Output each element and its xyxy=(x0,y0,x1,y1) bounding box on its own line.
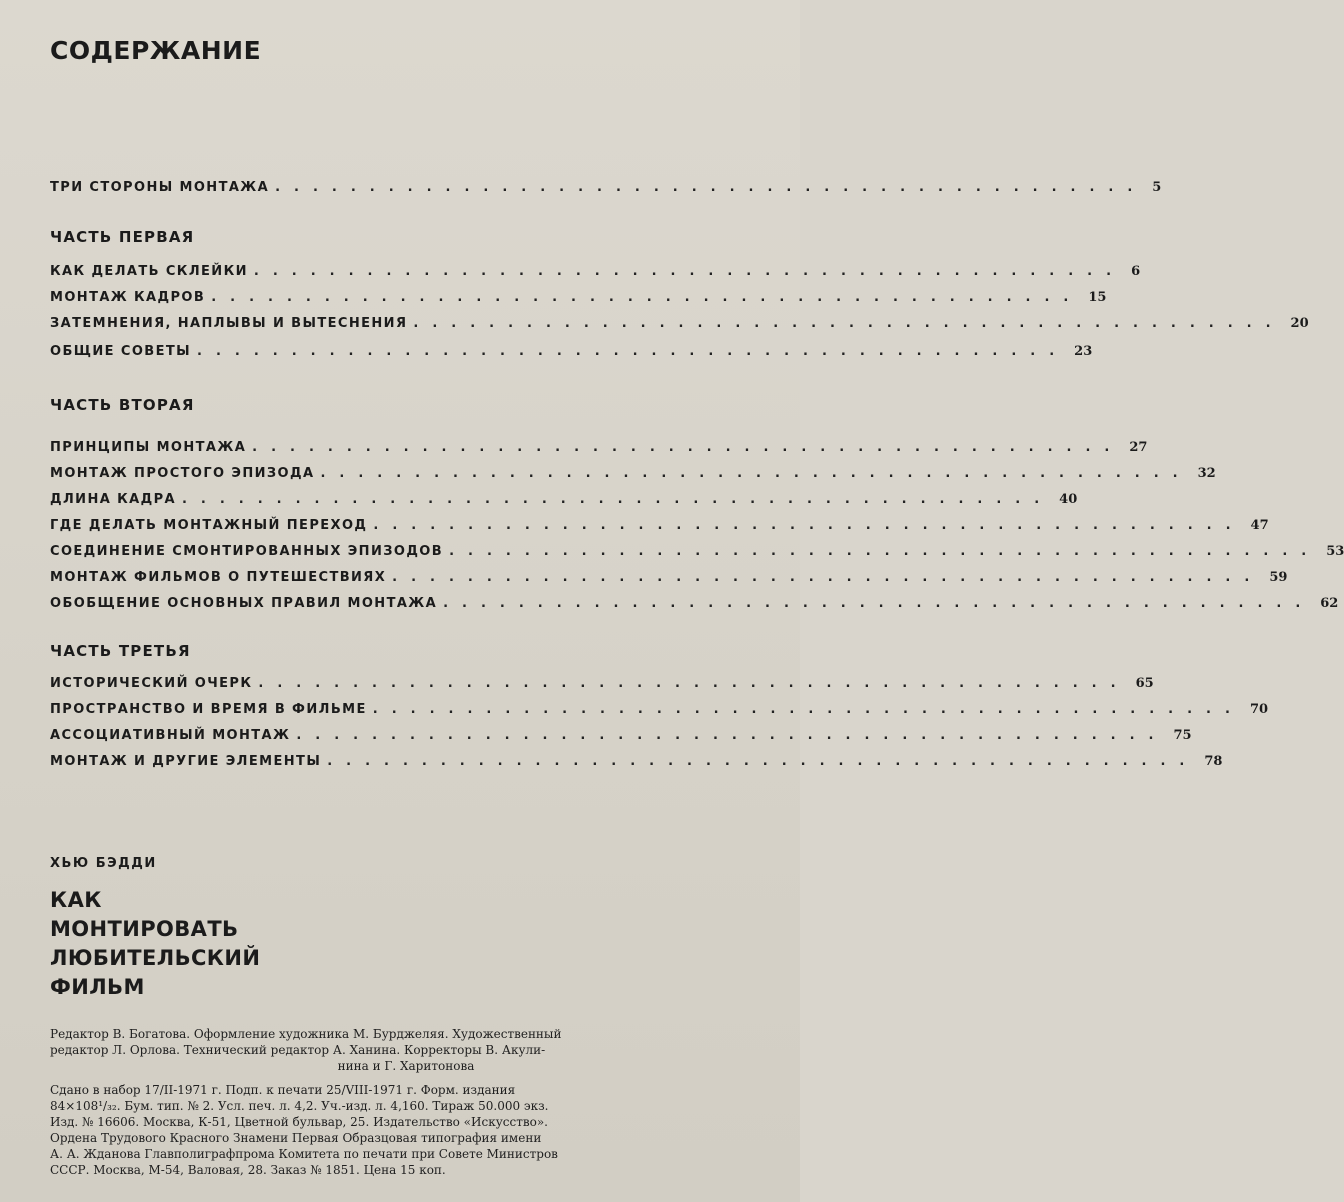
toc-leader-dots: .............................................. xyxy=(253,264,1126,279)
part-heading-3: ЧАСТЬ ТРЕТЬЯ xyxy=(50,642,191,660)
toc-entry-label: КАК ДЕЛАТЬ СКЛЕЙКИ xyxy=(50,264,248,279)
toc-entry-label: ТРИ СТОРОНЫ МОНТАЖА xyxy=(50,180,270,195)
imprint-line: нина и Г. Харитонова xyxy=(337,1059,475,1073)
toc-leader-dots: .............................................. xyxy=(449,544,1321,559)
toc-entry-page: 59 xyxy=(1269,570,1288,585)
toc-entry-label: СОЕДИНЕНИЕ СМОНТИРОВАННЫХ ЭПИЗОДОВ xyxy=(50,544,444,559)
toc-entry-label: ЗАТЕМНЕНИЯ, НАПЛЫВЫ И ВЫТЕСНЕНИЯ xyxy=(50,316,408,331)
toc-entry-page: 47 xyxy=(1250,518,1269,533)
toc-entry[interactable] xyxy=(50,440,1148,464)
toc-entry[interactable] xyxy=(50,518,1269,542)
toc-entry[interactable] xyxy=(50,316,1309,340)
toc-entry-page: 78 xyxy=(1204,754,1223,769)
toc-entry-label: ПРОСТРАНСТВО И ВРЕМЯ В ФИЛЬМЕ xyxy=(50,702,367,717)
book-title-line: ФИЛЬМ xyxy=(50,975,145,999)
toc-leader-dots: .............................................. xyxy=(275,180,1147,195)
toc-leader-dots: .............................................. xyxy=(320,466,1192,481)
toc-leader-dots: .............................................. xyxy=(197,344,1069,359)
imprint-line: Ордена Трудового Красного Знамени Первая Образцовая типография имени xyxy=(50,1131,542,1145)
toc-leader-dots: .............................................. xyxy=(211,290,1083,305)
toc-entry[interactable] xyxy=(50,570,1288,594)
toc-entry-label: ОБОБЩЕНИЕ ОСНОВНЫХ ПРАВИЛ МОНТАЖА xyxy=(50,596,438,611)
toc-entry[interactable] xyxy=(50,596,1339,620)
toc-entry-label: МОНТАЖ ФИЛЬМОВ О ПУТЕШЕСТВИЯХ xyxy=(50,570,387,585)
toc-leader-dots: .............................................. xyxy=(181,492,1054,507)
toc-entry[interactable] xyxy=(50,676,1154,700)
toc-entry-label: ОБЩИЕ СОВЕТЫ xyxy=(50,344,191,359)
toc-entry-page: 20 xyxy=(1290,316,1309,331)
toc-leader-dots: .............................................. xyxy=(258,676,1130,691)
toc-entry-page: 62 xyxy=(1320,596,1339,611)
imprint-line: редактор Л. Орлова. Технический редактор А. Ханина. Корректоры В. Акули- xyxy=(50,1043,546,1057)
toc-entry-label: МОНТАЖ ПРОСТОГО ЭПИЗОДА xyxy=(50,466,315,481)
toc-leader-dots: .............................................. xyxy=(296,728,1168,743)
toc-entry-page: 5 xyxy=(1152,180,1162,195)
toc-entry-page: 15 xyxy=(1088,290,1107,305)
toc-entry-page: 65 xyxy=(1135,676,1154,691)
toc-leader-dots: .............................................. xyxy=(327,754,1199,769)
toc-entry-label: МОНТАЖ КАДРОВ xyxy=(50,290,206,305)
imprint-line: Изд. № 16606. Москва, К-51, Цветной бульвар, 25. Издательство «Искусство». xyxy=(50,1115,548,1129)
toc-entry-page: 75 xyxy=(1173,728,1192,743)
toc-entry[interactable] xyxy=(50,754,1223,778)
book-title-line: ЛЮБИТЕЛЬСКИЙ xyxy=(50,946,261,970)
toc-entry-label: ПРИНЦИПЫ МОНТАЖА xyxy=(50,440,247,455)
imprint-line: А. А. Жданова Главполиграфпрома Комитета по печати при Совете Министров xyxy=(50,1147,558,1161)
author-name: ХЬЮ БЭДДИ xyxy=(50,856,157,871)
part-heading-2: ЧАСТЬ ВТОРАЯ xyxy=(50,396,195,414)
toc-entry-page: 32 xyxy=(1197,466,1216,481)
toc-entry[interactable] xyxy=(50,702,1269,726)
toc-entry-label: ДЛИНА КАДРА xyxy=(50,492,176,507)
toc-entry[interactable] xyxy=(50,492,1078,516)
toc-entry-label: ГДЕ ДЕЛАТЬ МОНТАЖНЫЙ ПЕРЕХОД xyxy=(50,518,368,533)
imprint-line: Редактор В. Богатова. Оформление художника М. Бурджеляя. Художественный xyxy=(50,1027,562,1041)
toc-leader-dots: .............................................. xyxy=(413,316,1285,331)
book-title xyxy=(50,886,260,1002)
toc-leader-dots: .............................................. xyxy=(443,596,1315,611)
toc-entry-label: АССОЦИАТИВНЫЙ МОНТАЖ xyxy=(50,728,291,743)
toc-leader-dots: .............................................. xyxy=(372,702,1244,717)
imprint-line: 84×108¹/₃₂. Бум. тип. № 2. Усл. печ. л. 4,2. Уч.-изд. л. 4,160. Тираж 50.000 экз. xyxy=(50,1099,549,1113)
toc-entry-intro[interactable] xyxy=(50,180,1162,204)
toc-entry[interactable] xyxy=(50,544,1344,568)
toc-entry-page: 53 xyxy=(1326,544,1344,559)
toc-entry[interactable] xyxy=(50,466,1216,490)
page-title: СОДЕРЖАНИЕ xyxy=(50,36,262,65)
toc-entry[interactable] xyxy=(50,264,1141,288)
toc-entry-page: 70 xyxy=(1249,702,1269,717)
imprint-gap xyxy=(50,1074,762,1082)
part-heading-1: ЧАСТЬ ПЕРВАЯ xyxy=(50,228,195,246)
imprint-line: СССР. Москва, М-54, Валовая, 28. Заказ № 1851. Цена 15 коп. xyxy=(50,1163,446,1177)
toc-leader-dots: .............................................. xyxy=(252,440,1124,455)
toc-entry-page: 6 xyxy=(1131,264,1141,279)
toc-entry-page: 23 xyxy=(1074,344,1093,359)
imprint-line: Сдано в набор 17/II-1971 г. Подп. к печати 25/VIII-1971 г. Форм. издания xyxy=(50,1083,516,1097)
book-title-line: МОНТИРОВАТЬ xyxy=(50,917,239,941)
toc-leader-dots: .............................................. xyxy=(392,570,1264,585)
toc-entry[interactable] xyxy=(50,728,1192,752)
book-title-line: КАК xyxy=(50,888,102,912)
toc-entry[interactable] xyxy=(50,344,1093,368)
toc-entry-label: ИСТОРИЧЕСКИЙ ОЧЕРК xyxy=(50,676,253,691)
toc-entry-label: МОНТАЖ И ДРУГИЕ ЭЛЕМЕНТЫ xyxy=(50,754,322,769)
toc-entry-page: 27 xyxy=(1129,440,1148,455)
toc-entry[interactable] xyxy=(50,290,1107,314)
toc-entry-page: 40 xyxy=(1059,492,1078,507)
imprint-block xyxy=(50,1026,762,1178)
toc-leader-dots: .............................................. xyxy=(373,518,1245,533)
